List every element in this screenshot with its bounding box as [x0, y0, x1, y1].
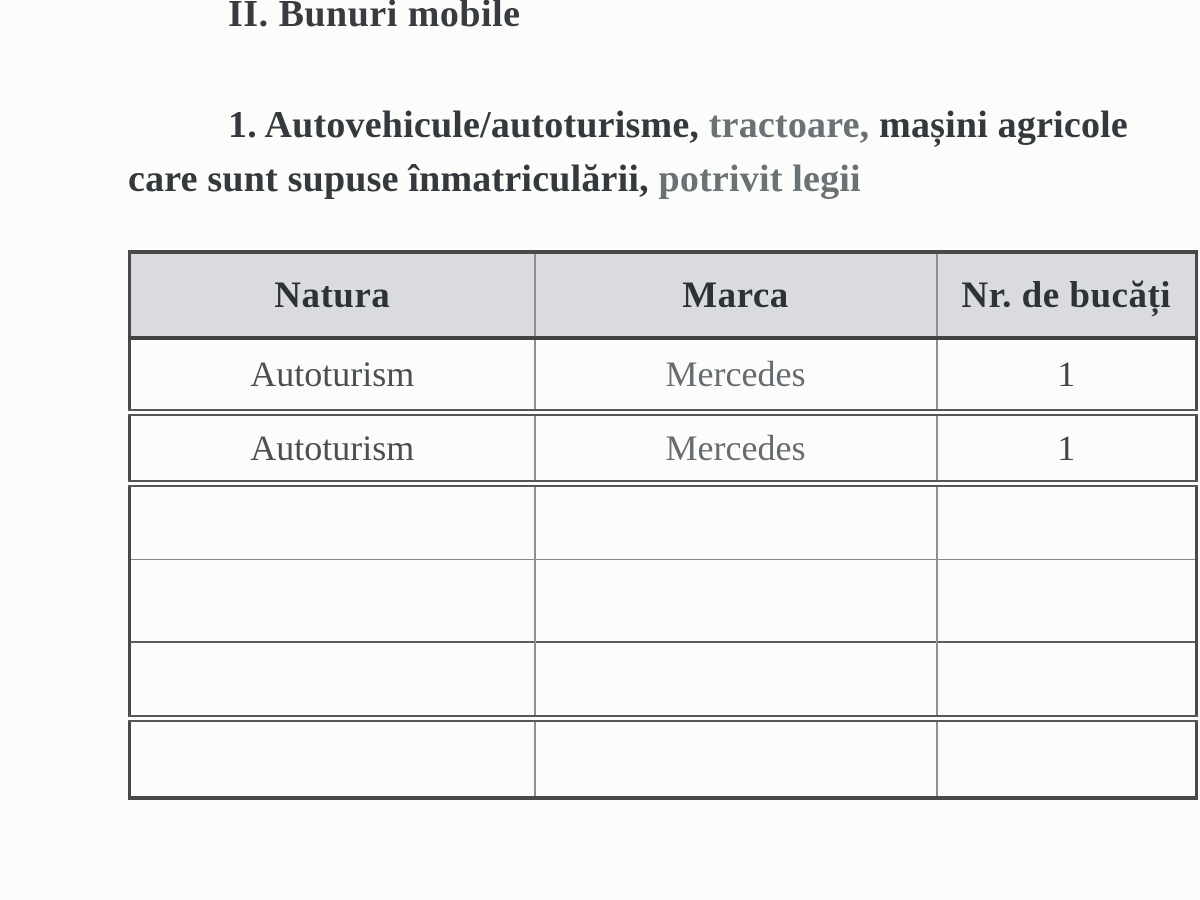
table-row-empty: [130, 718, 1197, 798]
heading-segment: 1. Autovehicule/autoturisme,: [228, 104, 709, 146]
heading-segment-light: tractoare,: [708, 104, 870, 146]
vehicles-table: [128, 250, 1198, 800]
cell-marca: Mercedes: [535, 412, 937, 483]
heading-segment: mașini agricole: [869, 104, 1128, 146]
table-row: [130, 338, 1197, 412]
table-header-row: [130, 252, 1197, 338]
subsection-heading-line1: [228, 103, 1128, 147]
cell-nr-bucati: [937, 642, 1197, 718]
heading-segment-light: potrivit legii: [658, 158, 861, 200]
column-header-marca: Marca: [535, 252, 937, 338]
cell-marca: Mercedes: [535, 338, 937, 412]
table-row-empty: [130, 559, 1197, 642]
cell-nr-bucati: 1: [937, 338, 1197, 412]
cell-natura: [130, 642, 535, 718]
column-header-nr-bucati: Nr. de bucăți: [937, 252, 1197, 338]
heading-segment: care sunt supuse înmatriculării,: [128, 158, 659, 200]
cell-marca: [535, 642, 937, 718]
cell-nr-bucati: [937, 559, 1197, 642]
cell-marca: [535, 559, 937, 642]
cell-natura: Autoturism: [250, 427, 415, 468]
cell-natura: [130, 483, 535, 559]
cell-nr-bucati: [937, 718, 1197, 798]
subsection-heading-line2: [128, 157, 861, 201]
section-title: II. Bunuri mobile: [228, 0, 521, 35]
cell-natura: Autoturism: [250, 354, 415, 395]
column-header-natura: Natura: [274, 274, 391, 316]
cell-nr-bucati: 1: [937, 412, 1197, 483]
table-row: [130, 412, 1197, 483]
cell-marca: [535, 483, 937, 559]
cell-natura: [130, 718, 535, 798]
cell-marca: [535, 718, 937, 798]
cell-nr-bucati: [937, 483, 1197, 559]
table-row-empty: [130, 642, 1197, 718]
cell-natura: [130, 559, 535, 642]
table-row-empty: [130, 483, 1197, 559]
